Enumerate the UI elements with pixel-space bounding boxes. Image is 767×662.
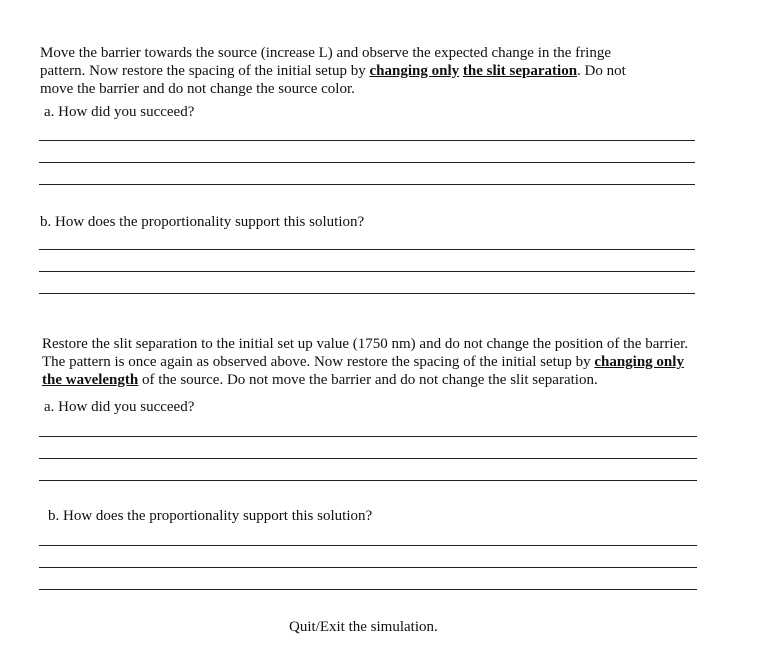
answer-line[interactable] bbox=[39, 480, 697, 481]
emphasis-changing-only: changing only bbox=[594, 354, 684, 370]
section1-line-1: Move the barrier towards the source (increase L) and observe the expected change in the fringe bbox=[40, 45, 611, 61]
section1-line-2: pattern. Now restore the spacing of the initial setup by changing only the slit separation. Do not bbox=[40, 63, 626, 79]
answer-line[interactable] bbox=[39, 567, 697, 568]
answer-line[interactable] bbox=[39, 545, 697, 546]
answer-line[interactable] bbox=[39, 162, 695, 163]
section1-question-b: b. How does the proportionality support this solution? bbox=[40, 214, 365, 230]
quit-instruction: Quit/Exit the simulation. bbox=[289, 619, 438, 635]
answer-line[interactable] bbox=[39, 589, 697, 590]
answer-line[interactable] bbox=[39, 458, 697, 459]
emphasis-slit-separation: the slit separation bbox=[462, 63, 578, 79]
section1-question-a: a. How did you succeed? bbox=[44, 104, 195, 120]
answer-line[interactable] bbox=[39, 140, 695, 141]
section2-line-3: the wavelength of the source. Do not move the barrier and do not change the slit separation. bbox=[42, 372, 598, 388]
emphasis-wavelength: the wavelength bbox=[42, 372, 139, 388]
emphasis-changing-only: changing only bbox=[369, 63, 460, 79]
answer-line[interactable] bbox=[39, 436, 697, 437]
section2-question-b: b. How does the proportionality support this solution? bbox=[48, 508, 373, 524]
section1-line-3: move the barrier and do not change the source color. bbox=[40, 81, 355, 97]
section2-line-1: Restore the slit separation to the initial set up value (1750 nm) and do not change the position of the barrier. bbox=[42, 336, 689, 352]
answer-line[interactable] bbox=[39, 184, 695, 185]
section2-line-2: The pattern is once again as observed above. Now restore the spacing of the initial setup by changing only bbox=[42, 354, 684, 370]
answer-line[interactable] bbox=[39, 293, 695, 294]
section2-question-a: a. How did you succeed? bbox=[44, 399, 195, 415]
answer-line[interactable] bbox=[39, 249, 695, 250]
answer-line[interactable] bbox=[39, 271, 695, 272]
